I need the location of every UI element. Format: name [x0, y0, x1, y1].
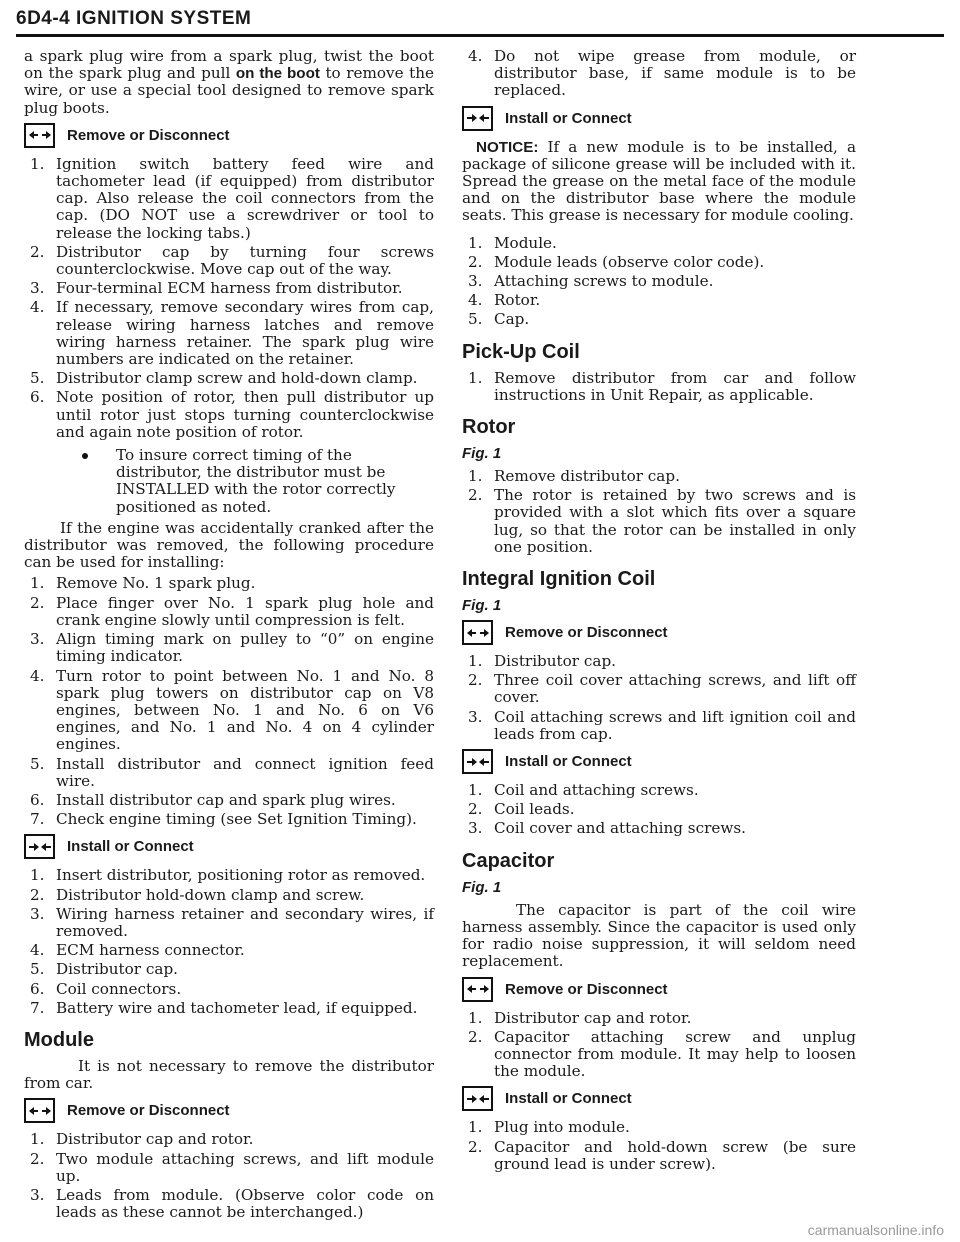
list-item [24, 792, 434, 809]
remove-arrows-icon [24, 123, 55, 148]
list-item [24, 887, 434, 904]
capacitor-paragraph: The capacitor is part of the coil wire harness assembly. Since the capacitor is used only for radio noise suppression, it will seldom need replacement. [462, 900, 856, 971]
list-item [24, 867, 434, 884]
list-item [462, 1119, 856, 1136]
list-item: 4. Do not wipe grease from module, or distributor base, if same module is to be replaced. [468, 47, 856, 100]
step-number: 2. [30, 242, 45, 261]
step-text: Remove No. 1 spark plug. [56, 574, 256, 593]
coil-title: Integral Ignition Coil [462, 568, 656, 591]
step-text: Module. [494, 233, 557, 252]
list-item [462, 292, 856, 309]
list-item [24, 961, 434, 978]
list-item [24, 1131, 434, 1148]
list-item [462, 311, 856, 328]
coil-install-heading: Install or Connect [462, 749, 856, 774]
notice-paragraph: NOTICE: If a new module is to be installed, a package of silicone grease will be included with it. Spread the grease on the metal face of the module and on the distributor base where the module seats. This grease is necessary for module cooling. [462, 137, 857, 225]
step-number: 5. [30, 369, 45, 388]
remove-steps-list [24, 156, 434, 441]
list-item [24, 1151, 434, 1185]
step-text: Distributor hold-down clamp and screw. [56, 885, 365, 904]
capacitor-remove-heading: Remove or Disconnect [462, 977, 856, 1002]
rotor-title: Rotor [462, 416, 516, 439]
step-text: Remove distributor cap. [494, 467, 680, 486]
step-number: 4. [30, 298, 45, 317]
step-text: Distributor cap and rotor. [494, 1008, 692, 1027]
remove-arrows-icon [462, 977, 493, 1002]
list-item [462, 254, 856, 271]
cranked-paragraph: If the engine was accidentally cranked after the distributor was removed, the following procedure can be used for installing: [24, 518, 434, 572]
step-text: Capacitor and hold-down screw (be sure ground lead is under screw). [494, 1137, 856, 1173]
step-text: Place finger over No. 1 spark plug hole and crank engine slowly until compression is felt. [56, 593, 434, 629]
capacitor-title: Capacitor [462, 849, 555, 872]
page-header [16, 8, 944, 37]
module-paragraph: It is not necessary to remove the distributor from car. [24, 1056, 434, 1093]
step-number: 2. [468, 252, 483, 271]
list-item [462, 801, 856, 818]
step-number: 1. [468, 1008, 483, 1027]
list-item [24, 575, 434, 592]
list-item [24, 906, 434, 940]
step-text: Coil and attaching screws. [494, 781, 699, 800]
list-item [462, 235, 856, 252]
capacitor-install-steps-list [462, 1119, 856, 1173]
list-item [462, 672, 856, 706]
cranked-steps-list [24, 575, 434, 828]
list-item [462, 370, 856, 404]
step-number: 4. [30, 666, 45, 685]
list-item [462, 709, 856, 743]
step-text: Note position of rotor, then pull distributor up until rotor just stops turning counterclockwise and again note position of rotor. [56, 388, 434, 441]
step-number: 7. [30, 998, 45, 1017]
step-number: 1. [30, 154, 45, 173]
step-number: 5. [30, 960, 45, 979]
list-item [462, 653, 856, 670]
step-number: 2. [468, 486, 483, 505]
step-text: Check engine timing (see Set Ignition Timing). [56, 810, 417, 829]
capacitor-fig-ref: Fig. 1 [462, 878, 502, 896]
right-column [462, 48, 856, 1179]
coil-remove-heading: Remove or Disconnect [462, 620, 856, 645]
step-text: Insert distributor, positioning rotor as removed. [56, 866, 426, 885]
step-number: 1. [468, 1118, 483, 1137]
list-item [462, 1139, 856, 1173]
bullet-note: To insure correct timing of the distributor, the distributor must be INSTALLED with the rotor correctly positioned as noted. [24, 447, 434, 516]
install-steps-list [24, 867, 434, 1017]
coil-remove-steps-list [462, 653, 856, 743]
step-number: 1. [468, 781, 483, 800]
step-text: Distributor clamp screw and hold-down clamp. [56, 369, 418, 388]
step-text: Ignition switch battery feed wire and tachometer lead (if equipped) from distributor cap. Also release the coil connectors from the cap. (DO NOT use a screwdriver or tool to release the locking tabs.) [56, 154, 434, 242]
list-item [24, 981, 434, 998]
step-number: 1. [30, 1130, 45, 1149]
step-number: 4. [30, 941, 45, 960]
list-item [24, 811, 434, 828]
page-title: 6D4-4 IGNITION SYSTEM [16, 8, 252, 29]
list-item [462, 487, 856, 556]
list-item [24, 156, 434, 242]
module-remove-steps-list [24, 1131, 434, 1221]
step-number: 2. [468, 1027, 483, 1046]
step-text: Install distributor and connect ignition feed wire. [56, 754, 434, 790]
step-text: Distributor cap. [56, 960, 178, 979]
step-text: Coil leads. [494, 800, 575, 819]
left-column [24, 48, 434, 1227]
intro-paragraph: a spark plug wire from a spark plug, twist the boot on the spark plug and pull on the boot to remove the wire, or use a special tool designed to remove spark plug boots. [24, 47, 434, 117]
step-text: Leads from module. (Observe color code on leads as these cannot be interchanged.) [56, 1185, 434, 1222]
continued-steps-list [462, 48, 856, 100]
step-text: ECM harness connector. [56, 941, 245, 960]
pickup-steps-list [462, 370, 856, 404]
step-text: Module leads (observe color code). [494, 252, 765, 271]
step-number: 1. [468, 467, 483, 486]
list-item [24, 1000, 434, 1017]
list-item [462, 1029, 856, 1081]
step-text: Battery wire and tachometer lead, if equipped. [56, 998, 418, 1017]
remove-arrows-icon [24, 1098, 55, 1123]
coil-install-steps-list [462, 782, 856, 838]
step-number: 2. [468, 1137, 483, 1156]
module-remove-heading: Remove or Disconnect [24, 1098, 434, 1123]
step-number: 3. [30, 904, 45, 923]
step-number: 1. [30, 866, 45, 885]
step-text: Coil cover and attaching screws. [494, 819, 746, 838]
step-number: 1. [30, 574, 45, 593]
step-text: Distributor cap by turning four screws counterclockwise. Move cap out of the way. [56, 242, 434, 279]
capacitor-remove-steps-list [462, 1010, 856, 1081]
install-arrows-icon [462, 749, 493, 774]
list-item [24, 595, 434, 629]
step-text: Align timing mark on pulley to “0” on engine timing indicator. [56, 630, 434, 666]
list-item [24, 756, 434, 790]
step-number: 6. [30, 979, 45, 998]
list-item [462, 468, 856, 485]
install-arrows-icon [462, 106, 493, 131]
step-text: Remove distributor from car and follow instructions in Unit Repair, as applicable. [494, 368, 856, 404]
install-arrows-icon [462, 1086, 493, 1111]
step-number: 2. [30, 1149, 45, 1168]
step-text: Three coil cover attaching screws, and lift off cover. [494, 671, 856, 707]
list-item [24, 942, 434, 959]
install-connect-heading: Install or Connect [24, 834, 434, 859]
step-text: Wiring harness retainer and secondary wires, if removed. [56, 904, 434, 940]
step-text: Distributor cap. [494, 652, 616, 671]
step-text: Rotor. [494, 291, 541, 310]
step-number: 7. [30, 810, 45, 829]
list-item [24, 631, 434, 665]
list-item [24, 389, 434, 441]
step-number: 1. [468, 233, 483, 252]
step-text: Attaching screws to module. [494, 272, 714, 291]
module-title: Module [24, 1028, 94, 1051]
step-text: If necessary, remove secondary wires from cap, release wiring harness latches and remove wiring harness retainer. The spark plug wire numbers are indicated on the retainer. [56, 298, 434, 369]
remove-arrows-icon [462, 620, 493, 645]
step-number: 3. [468, 272, 483, 291]
list-item [462, 782, 856, 799]
install-connect-heading: Install or Connect [462, 106, 856, 131]
step-text: Four-terminal ECM harness from distributor. [56, 279, 403, 298]
step-text: Install distributor cap and spark plug wires. [56, 790, 396, 809]
list-item [24, 280, 434, 297]
capacitor-install-heading: Install or Connect [462, 1086, 856, 1111]
step-text: Coil connectors. [56, 979, 182, 998]
step-number: 2. [468, 671, 483, 690]
rotor-fig-ref: Fig. 1 [462, 445, 502, 463]
list-item [24, 299, 434, 368]
step-text: Turn rotor to point between No. 1 and No. 8 spark plug towers on distributor cap on V8 engines, between No. 1 and No. 6 on V6 engines, and No. 1 and No. 4 on 4 cylinder engines. [56, 666, 434, 754]
step-text: Cap. [494, 310, 530, 329]
step-number: 4. [468, 291, 483, 310]
remove-disconnect-heading: Remove or Disconnect [24, 123, 434, 148]
install-arrows-icon [24, 834, 55, 859]
step-number: 6. [30, 790, 45, 809]
step-number: 3. [30, 279, 45, 298]
list-item [24, 370, 434, 387]
list-item [462, 273, 856, 290]
step-text: Capacitor attaching screw and unplug connector from module. It may help to loosen the module. [494, 1027, 856, 1081]
step-number: 6. [30, 388, 45, 407]
rotor-steps-list [462, 468, 856, 556]
list-item [462, 1010, 856, 1027]
step-number: 3. [30, 1185, 45, 1204]
step-number: 5. [468, 310, 483, 329]
list-item [24, 244, 434, 278]
step-text: Plug into module. [494, 1118, 630, 1137]
watermark: carmanualsonline.info [807, 1222, 944, 1238]
step-number: 3. [468, 819, 483, 838]
step-number: 2. [468, 800, 483, 819]
list-item [462, 820, 856, 837]
step-number: 2. [30, 885, 45, 904]
step-text: Coil attaching screws and lift ignition coil and leads from cap. [494, 707, 856, 743]
step-number: 3. [468, 707, 483, 726]
pickup-coil-title: Pick-Up Coil [462, 340, 580, 363]
step-text: The rotor is retained by two screws and is provided with a slot which fits over a square lug, so that the rotor can be installed in only one position. [494, 486, 856, 556]
list-item [24, 1187, 434, 1221]
step-number: 2. [30, 593, 45, 612]
coil-fig-ref: Fig. 1 [462, 597, 502, 615]
step-number: 5. [30, 754, 45, 773]
bullet-dot [82, 453, 88, 459]
install-steps-list [462, 235, 856, 329]
list-item [24, 668, 434, 754]
step-number: 1. [468, 368, 483, 387]
step-number: 3. [30, 630, 45, 649]
step-text: Two module attaching screws, and lift module up. [56, 1149, 434, 1185]
step-number: 1. [468, 652, 483, 671]
step-text: Distributor cap and rotor. [56, 1130, 254, 1149]
